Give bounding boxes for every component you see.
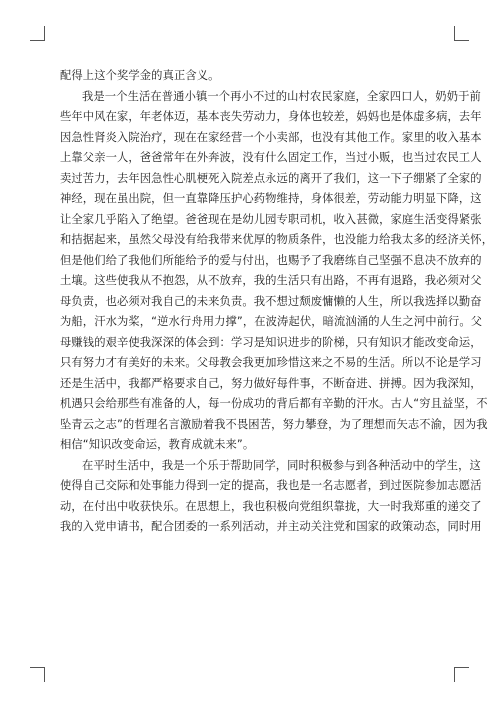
crop-mark-bottom-right — [454, 667, 469, 682]
text-line: 还是生活中，我都严格要求自己，努力做好每件事，不断奋进、拼搏。因为我深知， — [60, 376, 482, 390]
text-line: 在平时生活中，我是一个乐于帮助同学，同时积极参与到各种活动中的学生，这 — [82, 458, 481, 472]
text-line: 土壤。这些使我从不抱怨，从不放弃，我的生活只有出路，不再有退路，我必须对父 — [60, 274, 482, 287]
text-line: 相信“知识改变命运，教育成就未来”。 — [60, 438, 255, 451]
text-line: 我是一个生活在普通小镇一个再小不过的山村农民家庭，全家四口人，奶奶于前 — [82, 89, 481, 103]
document-body — [60, 66, 494, 538]
text-line: 动，在付出中收获快乐。在思想上，我也积极向党组织靠拢，大一时我郑重的递交了 — [60, 499, 482, 513]
text-line: 和拮据起来，虽然父母没有给我带来优厚的物质条件，也没能力给我太多的经济关怀， — [60, 233, 494, 246]
text-line: 母负责，也必须对我自己的未来负责。我不想过颓废慵懒的人生，所以我选择以勤奋 — [60, 294, 482, 308]
text-line: 让全家几乎陷入了绝望。爸爸现在是幼儿园专职司机，收入甚微，家庭生活变得紧张 — [60, 212, 482, 226]
text-line: 上靠父亲一人，爸爸常年在外奔波，没有什么固定工作，当过小贩，也当过农民工人 — [60, 151, 482, 164]
text-line: 我的入党申请书，配合团委的一系列活动，并主动关注党和国家的政策动态，同时用 — [60, 520, 482, 533]
text-line: 些年中风在家，年老体迈，基本丧失劳动力，身体也较差，妈妈也是体虚多病，去年 — [60, 110, 482, 123]
text-line: 卖过苦力，去年因急性心肌梗死入院差点永远的离开了我们，这一下子绷紧了全家的 — [60, 171, 482, 185]
text-line: 但是他们给了我他们所能给予的爱与付出，也赐予了我磨练自己坚强不息决不放弃的 — [60, 253, 482, 267]
crop-mark-top-left — [30, 26, 45, 41]
text-line: 只有努力才有美好的未来。父母教会我更加珍惜这来之不易的生活。所以不论是学习 — [60, 356, 482, 369]
text-line: 母赚钱的艰辛使我深深的体会到：学习是知识进步的阶梯，只有知识才能改变命运， — [60, 335, 482, 349]
text-line: 因急性肾炎入院治疗，现在在家经营一个小卖部，也没有其他工作。家里的收入基本 — [60, 130, 482, 144]
text-line: 机遇只会给那些有准备的人，每一份成功的背后都有辛勤的汗水。古人“穷且益坚，不 — [60, 397, 488, 410]
text-line: 为船，汗水为桨，“逆水行舟用力撑”，在波涛起伏，暗流汹涌的人生之河中前行。父 — [60, 315, 483, 328]
text-line: 使得自己交际和处事能力得到一定的提高，我也是一名志愿者，到过医院参加志愿活 — [60, 479, 482, 492]
text-line: 坠青云之志”的哲理名言激励着我不畏困苦，努力攀登，为了理想而矢志不渝，因为我 — [60, 417, 488, 431]
text-line: 配得上这个奖学金的真正含义。 — [60, 69, 220, 82]
crop-mark-top-right — [454, 26, 469, 41]
text-line: 神经，现在虽出院，但一直靠降压护心药物维持，身体很差，劳动能力明显下降，这 — [60, 192, 482, 205]
crop-mark-bottom-left — [30, 667, 45, 682]
